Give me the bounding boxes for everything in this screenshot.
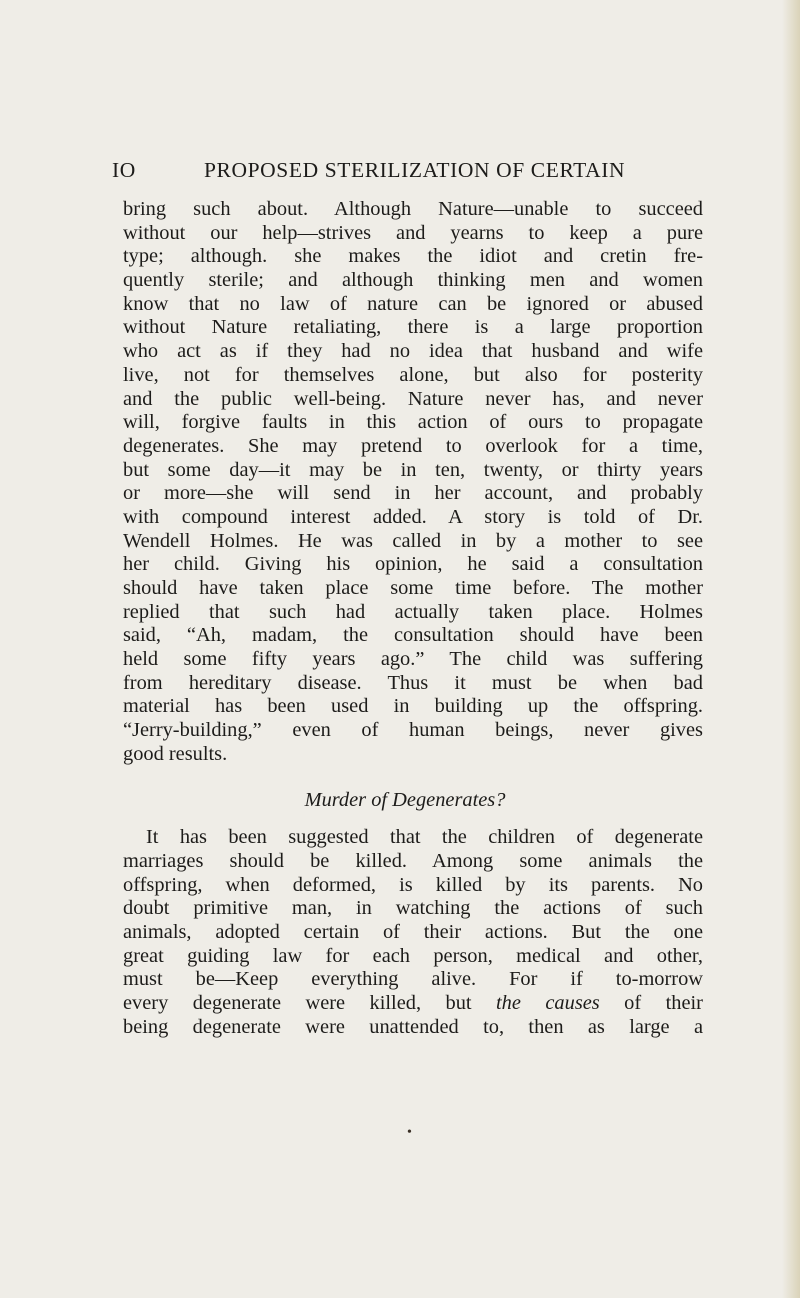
section-heading-text: Murder of Degenerates? xyxy=(304,788,506,811)
text-line: must be—Keep everything alive. For if to-morrow xyxy=(123,968,703,991)
text-line: being degenerate were unattended to, then as large a xyxy=(123,1015,703,1038)
emphasis-text: the causes xyxy=(496,992,600,1014)
text-line: live, not for themselves alone, but also for posterity xyxy=(123,363,703,386)
text-line: good results. xyxy=(123,742,228,765)
text-line: marriages should be killed. Among some animals the xyxy=(123,849,703,872)
paragraph-1 xyxy=(123,198,703,767)
text-line: doubt primitive man, in watching the actions of such xyxy=(123,897,703,920)
text-run: every degenerate were killed, but xyxy=(123,992,497,1014)
text-line xyxy=(123,992,703,1016)
text-line: “Jerry-building,” even of human beings, never gives xyxy=(123,719,703,742)
text-line: replied that such had actually taken place. Holmes xyxy=(123,600,703,623)
text-line: bring such about. Although Nature—unable to succeed xyxy=(123,198,703,220)
text-run: of their xyxy=(599,992,703,1014)
text-line: offspring, when deformed, is killed by its parents. No xyxy=(123,873,703,896)
ink-speck: • xyxy=(407,1125,412,1140)
text-line: said, “Ah, madam, the consultation should have been xyxy=(123,624,703,647)
text-line: with compound interest added. A story is told of Dr. xyxy=(123,505,703,528)
text-line: Wendell Holmes. He was called in by a mother to see xyxy=(123,529,703,552)
text-line: without Nature retaliating, there is a large proportion xyxy=(123,316,703,339)
text-line: from hereditary disease. Thus it must be when bad xyxy=(123,671,703,694)
text-line: held some fifty years ago.” The child was suffering xyxy=(123,648,703,671)
text-line: degenerates. She may pretend to overlook for a time, xyxy=(123,434,703,457)
text-line: who act as if they had no idea that husband and wife xyxy=(123,340,703,363)
text-line: know that no law of nature can be ignored or abused xyxy=(123,292,703,315)
running-head-title: PROPOSED STERILIZATION OF CERTAIN xyxy=(204,158,626,182)
text-line: will, forgive faults in this action of ours to propagate xyxy=(123,411,703,434)
paragraph-2 xyxy=(123,826,703,1039)
text-line: or more—she will send in her account, and probably xyxy=(123,482,703,505)
text-line: without our help—strives and yearns to keep a pure xyxy=(123,221,703,244)
section-heading xyxy=(123,789,703,813)
text-line: her child. Giving his opinion, he said a consultation xyxy=(123,553,703,576)
running-head xyxy=(112,158,712,188)
text-line: should have taken place some time before. The mother xyxy=(123,577,703,599)
page-number: IO xyxy=(112,158,136,182)
text-line: great guiding law for each person, medical and other, xyxy=(123,944,703,967)
body-text xyxy=(123,198,703,1039)
text-line: and the public well-being. Nature never has, and never xyxy=(123,387,703,410)
text-line: material has been used in building up the offspring. xyxy=(123,695,703,718)
text-line: type; although. she makes the idiot and cretin fre- xyxy=(123,245,703,268)
text-line: animals, adopted certain of their actions. But the one xyxy=(123,920,703,943)
text-line: but some day—it may be in ten, twenty, or thirty years xyxy=(123,458,703,481)
page-edge-shadow xyxy=(782,0,800,1298)
text-line: quently sterile; and although thinking men and women xyxy=(123,269,703,292)
text-line: It has been suggested that the children of degenerate xyxy=(146,826,703,849)
